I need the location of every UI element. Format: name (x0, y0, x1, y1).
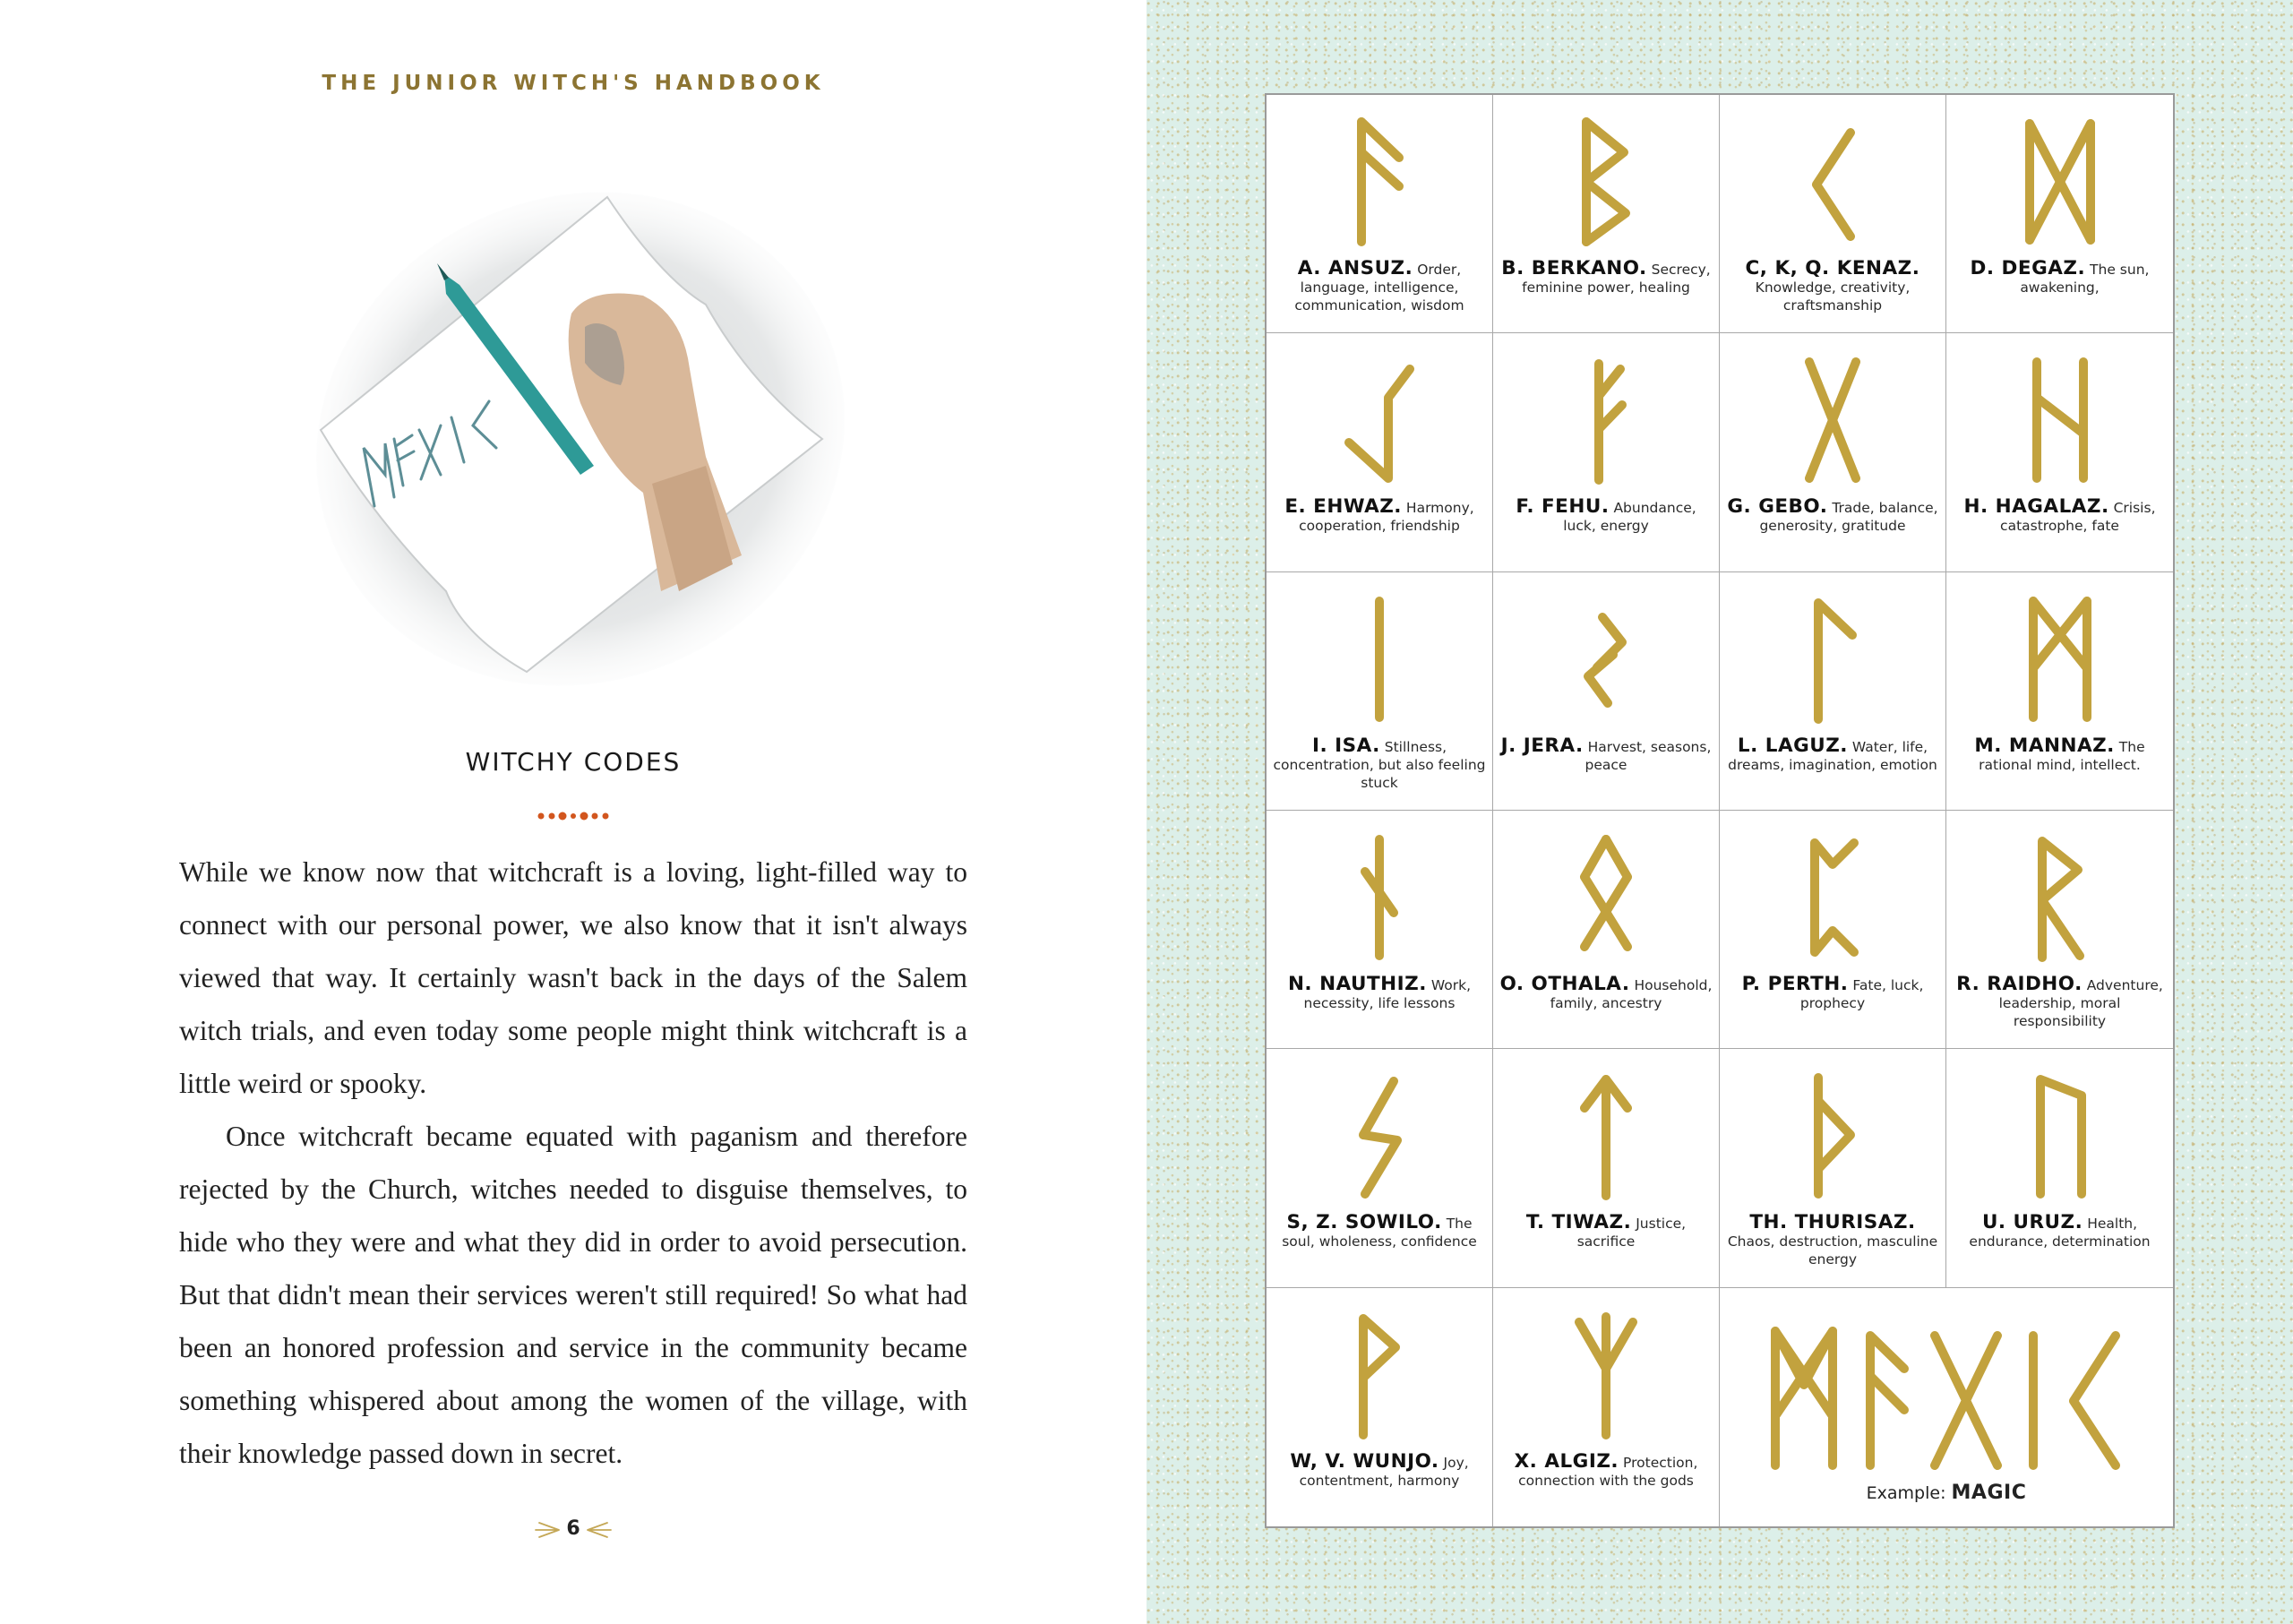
magic-runes-example-icon (1765, 1322, 2132, 1474)
rune-meaning: Household, family, ancestry (1550, 977, 1713, 1011)
rune-name: S, Z. SOWILO. (1286, 1211, 1442, 1234)
rune-meaning: Order, language, intelligence, communication, wisdom (1294, 262, 1464, 314)
rune-meaning: Water, life, dreams, imagination, emotion (1728, 738, 1937, 773)
dotted-ornament (536, 810, 611, 822)
rune-meaning: Protection, connection with the gods (1518, 1454, 1698, 1489)
rune-cell-nauthiz (1267, 811, 1493, 1049)
kenaz-rune-icon (1788, 115, 1877, 249)
rune-meaning: Stillness, concentration, but also feeling stuck (1273, 738, 1486, 791)
wunjo-rune-icon (1335, 1308, 1424, 1442)
laguz-rune-icon (1788, 592, 1877, 726)
sowilo-rune-icon (1335, 1069, 1424, 1203)
running-head: THE JUNIOR WITCH'S HANDBOOK (322, 72, 825, 95)
rune-cell-berkano (1493, 95, 1720, 333)
rune-name: X. ALGIZ. (1514, 1449, 1619, 1473)
rune-meaning: Fate, luck, prophecy (1799, 977, 1924, 1011)
rune-cell-perth (1720, 811, 1946, 1049)
rune-cell-gebo (1720, 333, 1946, 571)
rune-meaning: Work, necessity, life lessons (1303, 977, 1472, 1011)
rune-name: F. FEHU. (1516, 495, 1610, 519)
rune-cell-jera (1493, 572, 1720, 811)
rune-name: B. BERKANO. (1501, 257, 1647, 279)
rune-name: I. ISA. (1311, 734, 1380, 757)
rune-cell-laguz (1720, 572, 1946, 811)
page-number-folio (528, 1514, 618, 1546)
rune-meaning: Abundance, luck, energy (1563, 500, 1696, 535)
rune-name: R. RAIDHO. (1956, 973, 2083, 995)
rune-name: C, K, Q. KENAZ. (1745, 257, 1920, 279)
example-label: Example: (1866, 1482, 1946, 1503)
rune-cell-ehwaz (1267, 333, 1493, 571)
rune-cell-isa (1267, 572, 1493, 811)
rune-meaning: Joy, contentment, harmony (1299, 1454, 1469, 1489)
hagalaz-rune-icon (2015, 353, 2105, 487)
mannaz-rune-icon (2015, 592, 2105, 726)
rune-cell-hagalaz (1946, 333, 2173, 571)
rune-name: E. EHWAZ. (1284, 495, 1402, 519)
rune-name: P. PERTH. (1741, 973, 1849, 995)
rune-name: T. TIWAZ. (1525, 1211, 1632, 1234)
rune-cell-fehu (1493, 333, 1720, 571)
rune-cell-algiz (1493, 1288, 1720, 1526)
hand-writing-runes-illustration (285, 170, 858, 708)
rune-name: D. DEGAZ. (1970, 257, 2086, 279)
algiz-rune-icon (1561, 1308, 1651, 1442)
othala-rune-icon (1561, 830, 1651, 965)
rune-cell-degaz (1946, 95, 2173, 333)
left-page (0, 0, 1146, 1624)
rune-meaning: Harmony, cooperation, friendship (1299, 500, 1474, 535)
ansuz-rune-icon (1335, 115, 1424, 249)
rune-meaning: Crisis, catastrophe, fate (2000, 500, 2156, 535)
rune-name: N. NAUTHIZ. (1287, 973, 1427, 995)
rune-name: H. HAGALAZ. (1963, 495, 2109, 519)
ehwaz-rune-icon (1335, 353, 1424, 487)
perth-rune-icon (1788, 830, 1877, 965)
gebo-rune-icon (1788, 353, 1877, 487)
rune-name: M. MANNAZ. (1974, 734, 2115, 757)
rune-cell-kenaz (1720, 95, 1946, 333)
degaz-rune-icon (2015, 115, 2105, 249)
body-text (179, 846, 967, 1480)
tiwaz-rune-icon (1561, 1069, 1651, 1203)
rune-meaning: Trade, balance, generosity, gratitude (1759, 500, 1938, 535)
rune-name: U. URUZ. (1981, 1211, 2083, 1234)
rune-meaning: Secrecy, feminine power, healing (1522, 262, 1711, 296)
rune-name: W, V. WUNJO. (1290, 1449, 1439, 1473)
rune-meaning: Health, endurance, determination (1969, 1216, 2151, 1250)
fehu-rune-icon (1561, 353, 1651, 487)
rune-name: A. ANSUZ. (1297, 257, 1413, 279)
rune-chart (1265, 93, 2175, 1528)
rune-name: L. LAGUZ. (1737, 734, 1848, 757)
rune-cell-wunjo (1267, 1288, 1493, 1526)
rune-meaning: The soul, wholeness, confidence (1282, 1216, 1477, 1250)
nauthiz-rune-icon (1335, 830, 1424, 965)
rune-cell-mannaz (1946, 572, 2173, 811)
raidho-rune-icon (2015, 830, 2105, 965)
rune-cell-uruz (1946, 1049, 2173, 1287)
rune-meaning: Knowledge, creativity, craftsmanship (1755, 279, 1911, 314)
rune-cell-thurisaz (1720, 1049, 1946, 1287)
rune-meaning: The rational mind, intellect. (1979, 738, 2145, 773)
rune-name: G. GEBO. (1727, 495, 1828, 519)
rune-meaning: Harvest, seasons, peace (1584, 738, 1712, 773)
rune-meaning: Chaos, destruction, masculine energy (1727, 1233, 1938, 1268)
rune-cell-othala (1493, 811, 1720, 1049)
section-title: WITCHY CODES (465, 747, 682, 777)
rune-cell-tiwaz (1493, 1049, 1720, 1287)
right-page (1146, 0, 2293, 1624)
thurisaz-rune-icon (1788, 1069, 1877, 1203)
rune-cell-raidho (1946, 811, 2173, 1049)
rune-meaning: Adventure, leadership, moral responsibility (1998, 977, 2163, 1029)
berkano-rune-icon (1561, 115, 1651, 249)
rune-cell-ansuz (1267, 95, 1493, 333)
example-word: MAGIC (1951, 1481, 2027, 1504)
rune-name: J. JERA. (1500, 734, 1584, 757)
example-caption (1720, 1482, 2173, 1504)
uruz-rune-icon (2015, 1069, 2105, 1203)
rune-cell-sowilo (1267, 1049, 1493, 1287)
rune-meaning: The sun, awakening, (2020, 262, 2150, 296)
isa-rune-icon (1335, 592, 1424, 726)
rune-meaning: Justice, sacrifice (1576, 1216, 1687, 1250)
rune-name: TH. THURISAZ. (1749, 1211, 1916, 1234)
example-cell (1720, 1288, 2173, 1526)
paragraph-2: Once witchcraft became equated with paganism and therefore rejected by the Church, witches needed to disguise themselves, to hide who they were and what they did in order to avoid persecution. But that didn't mean their services weren't still required! So what had been an honored profession and service in the community became something whispered about among the women of the village, with their knowledge passed down in secret. (179, 1121, 967, 1469)
page-number: 6 (566, 1517, 580, 1540)
jera-rune-icon (1561, 592, 1651, 726)
paragraph-1: While we know now that witchcraft is a loving, light-filled way to connect with our personal power, we also know that it isn't always viewed that way. It certainly wasn't back in the days of the Salem witch trials, and even today some people might think witchcraft is a little weird or spooky. (179, 856, 967, 1099)
rune-name: O. OTHALA. (1499, 973, 1630, 995)
